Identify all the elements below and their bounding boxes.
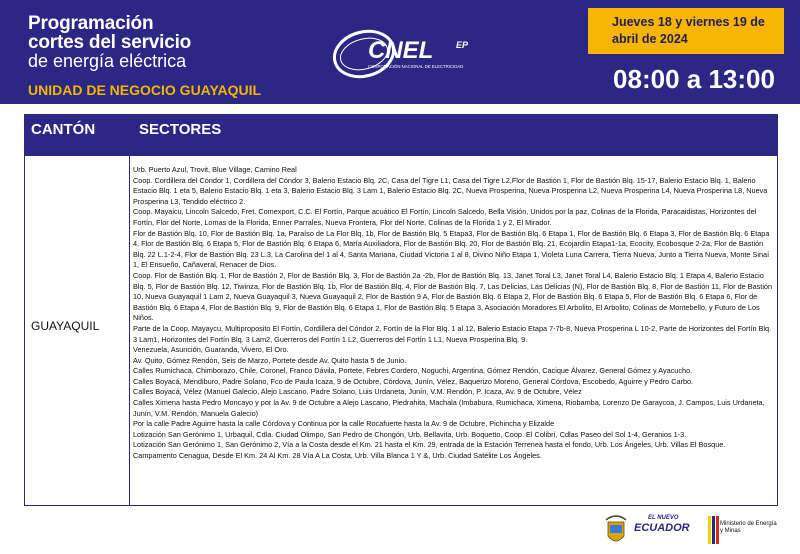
sector-line: Calles Ximena hasta Pedro Moncayo y por la Av. 9 de Octubre a Alejo Lascano, Piedrahita, Machala (Imbabura, Rumichaca, Ximena, Riobamba, Lorenzo De Garaycoa, J. Campos, Luis Urdaneta, Junín, V.M. Rendón, Manuela Galecio) [133, 398, 765, 418]
sector-line: Coop. Mayaicu, Lincoln Salcedo, Fret. Comexport, C.C. El Fortín, Parque acuático El Fortín, Lincoln Salcedo, Bella Visión, Unidos por la paz, Colinas de la Florida, Paracaidistas, Horizontes del Fortín, Flor del Norte, Lomas de la Florida, Enner Parrales, Nueva Frontera, Flor del Norte, Colinas de la Florida 1 y 2, El Mirador. [133, 207, 757, 227]
sector-line: Coop. Flor de Bastión Blq. 1, Flor de Bastión 2, Flor de Bastión Blq. 3, Flor de Bastión 2a -2b, Flor de Bastión Blq. 13, Janet Toral L3, Janet Toral L4, Balerio Estacio Blq. 1 Etapa 4, Balerio Estacio Blq. 5, Flor de Bastión Blq. 12, Tiwinza, Flor de Bastión Blq. 1b, Flor de Bastión Blq. 4, Flor de Bastión Blq. 7, Las Delicias, Las Delicias (N), Flor de Bastión Blq. 8, Flor de Bastión 11, Flor de Bastión 10, Nueva Guayaquil 1 Lam 2, Nueva Guayaquil 3, Nueva Guayaquil 2, Flor de Bastión 9 A, Flor de Bastión Blq. 6 Etapa 2, Flor de Bastión Blq. 6 Etapa 5, Flor de Bastión Blq. 6 Etapa 6, Flor de Bastión Blq. 6 Etapa 4, Flor de Bastión Blq. 9, Flor de Bastión Blq. 6 Etapa 1, Flor de Bastión Blq. 5 Etapa 3, Asociación Moradores El Arbolito, El Arbolito, Colinas de Montebello, y Futuro de Los Niños. [133, 270, 773, 323]
sector-line: Urb. Puerto Azul, Trovit, Blue Village, Camino Real [133, 165, 297, 174]
title-line-2: cortes del servicio [28, 32, 192, 53]
date-box [588, 8, 784, 54]
sector-line: Por la calle Padre Aguirre hasta la calle Córdova y Continua por la calle Rocafuerte hasta la Av. 9 de Octubre, Pichincha y Elizalde [133, 419, 555, 429]
column-header-sectores: SECTORES [139, 121, 222, 138]
sector-line: Lotización San Gerónimo 1, San Gerónimo 2, Vía a la Costa desde el Km. 21 hasta el Km. 29, entrada de la Estación Terrenea hasta el fondo, Urb. Los Ángeles, Urb. Villas El Bosque. [133, 440, 726, 450]
flag-stripe-blue [712, 516, 715, 544]
canton-cell: GUAYAQUIL [31, 319, 100, 333]
outage-table [24, 114, 778, 506]
title-line-1: Programación [28, 13, 154, 34]
coat-of-arms-icon [604, 514, 628, 548]
header-banner [0, 0, 800, 104]
sector-line: Flor de Bastión Blq. 10, Flor de Bastión Blq. 1a, Paraíso de La Flor Blq. 1b, Flor de Bastión Blq. 5 Etapa3, Flor de Bastión Blq. 6 Etapa 1, Flor de Bastión Blq. 6 Etapa 3, Flor de Bastión Blq. 6 Etapa 4, Flor de Bastión Blq. 6 Etapa 5, Flor de Bastión Blq. 6 Etapa 6, María Auxiliadora, Flor de Bastión Blq. 20, Flor de Bastión Blq. 21, Ecojardín Etapa1-1a, Ecocity, Ecobosque 2-2a, Flor de Bastión Blq. 22 L.1-2-4, Flor de Bastión Blq. 23 L.3, La Carolina del 1 al 4, Santa Mariana, Ciudad Victoria 1 al 8, Divino Niño Etapa 1, Violeta Luna Carrera, Tierra Nueva, Junto a Tierra Nueva, Monte Sinaí 1, El Ensueño, Cañaveral, Renacer de Dios. [133, 228, 770, 270]
ministerio-label: Ministerio de Energía y Minas [720, 521, 777, 534]
title-line-3: de energía eléctrica [28, 51, 187, 71]
ecuador-label: ECUADOR [634, 522, 690, 534]
business-unit-label: UNIDAD DE NEGOCIO GUAYAQUIL [28, 82, 262, 98]
page-title [28, 14, 191, 71]
sector-line: Parte de la Coop. Mayaycu, Multiproposito El Fortín, Cordillera del Cóndor 2, Fortín de la Flor Blq. 1 al 12, Balerio Estacio Etapa 7-7b-8, Nueva Prosperina L 10-2, Parte de Horizontes del Fortín Blq. 3 Lam1, Horizontes del Fortín Blq. 3 Lam2, Guerreros del Fortín 1 L2, Guerreros del Fortín 1 L1, Nueva Prosperina Blq. 9. [133, 323, 772, 344]
flag-stripe-yellow [708, 516, 711, 544]
logo-suffix: EP [456, 40, 469, 50]
sector-line: Calles Boyacá, Mendiburo, Padre Solano, Fco de Paula Icaza, 9 de Octubre, Córdova, Junín, Vélez, Baquerizo Moreno, General Córdova, Escobedo, Aguirre y Pedro Carbo. [133, 376, 694, 386]
government-logo [604, 512, 777, 550]
row-divider [25, 155, 777, 156]
sector-line: Campamento Cenagua, Desde El Km. 24 Al Km. 28 Vía A La Costa, Urb. Villa Blanca 1 Y &, Urb. Ciudad Satélite Los Ángeles. [133, 451, 542, 461]
sector-line: Av. Quito, Gómez Rendón, Seis de Marzo, Portete desde Av. Quito hasta 5 de Junio. [133, 355, 407, 365]
column-header-canton: CANTÓN [31, 121, 96, 138]
logo-text: CNEL [368, 37, 434, 64]
cnel-logo [328, 28, 488, 80]
sector-line: Lotización San Gerónimo 1, Urbaquil, Cdla. Ciudad Olimpo, San Pedro de Chongón, Urb. Bellavita, Urb. Boquetto, Coop. El Colibrí, Cdlas Paseo del Sol 1-4, Geranios 1-3. [133, 429, 687, 439]
logo-subtitle: CORPORACIÓN NACIONAL DE ELECTRICIDAD [368, 64, 464, 69]
sector-line: Calles Rumichaca, Chimborazo, Chile, Coronel, Franco Dávila, Portete, Febres Cordero, Noguchi, Argentina, Gómez Rendón, Cacique Álvarez, General Gómez y Ayacucho. [133, 366, 693, 376]
flag-stripe-red [716, 516, 719, 544]
sectores-cell [133, 165, 773, 462]
el-nuevo-label: EL NUEVO [648, 515, 679, 521]
sector-line: Coop. Cordillera del Cóndor 1, Cordillera del Cóndor 3, Balerio Estacio Blq. 2C, Casa del Tigre L1, Casa del Tigre L2,Flor de Bastión 1, Flor de Bastión Blq. 15-17, Balerio Estacio Blq. 1, Balerio Estacio Blq. 1 eta 5, Balerio Estacio Blq. 1 eta 3, Balerio Estacio Blq. 3 Lam 1, Balerio Estacio Blq. 2C, Nueva Prosperina, Nueva Prosperina L2, Nueva Prosperina L4, Nueva Prosperina L8, Nueva Prosperina L3, Tendido eléctrico 2. [133, 175, 768, 206]
table-header [25, 115, 777, 155]
column-divider [129, 115, 130, 505]
sector-line: Calles Boyacá, Vélez (Manuel Galecio, Alejo Lascano, Padre Solano, Luis Urdaneta, Junín, V.M. Rendón, P. Icaza, Av. 9 de Octubre, Vélez [133, 387, 582, 397]
time-range: 08:00 a 13:00 [613, 64, 775, 94]
sector-line: Venezuela, Asunción, Guaranda, Vivero, El Oro. [133, 345, 289, 355]
date-text: Jueves 18 y viernes 19 de abril de 2024 [612, 15, 765, 46]
